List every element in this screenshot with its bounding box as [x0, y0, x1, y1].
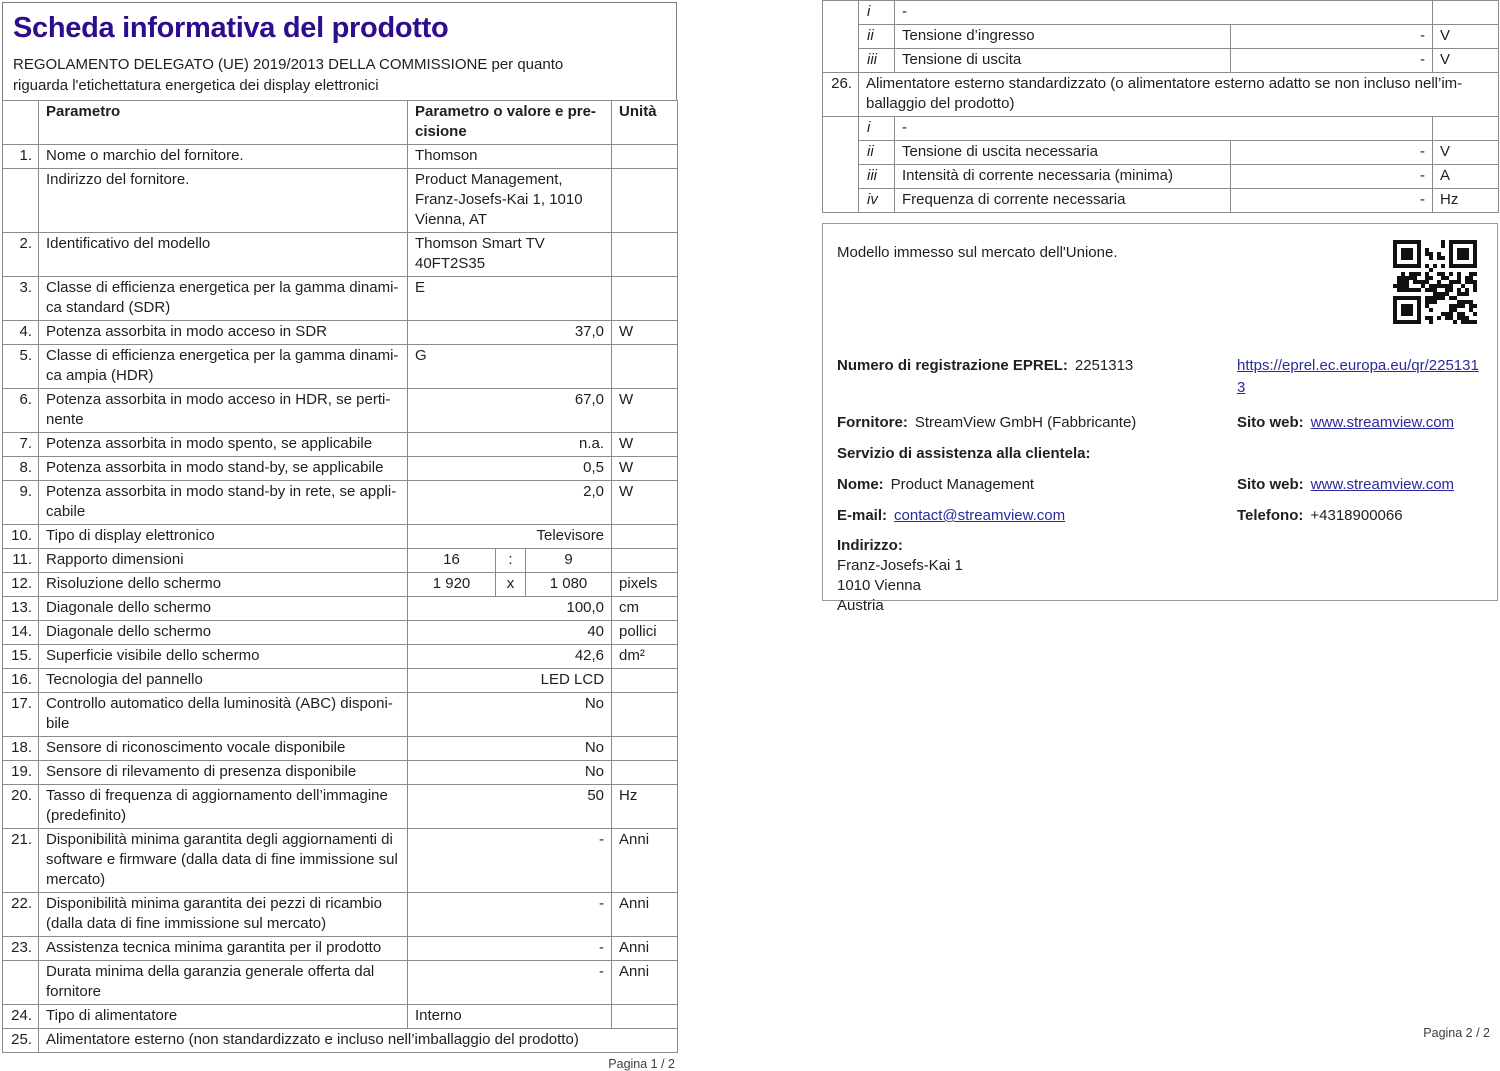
title-block	[3, 3, 676, 100]
value-cell: No	[408, 761, 612, 785]
parameter-cell: Controllo automatico della luminosità (ABC) disponibile	[39, 693, 408, 737]
unit-cell: W	[612, 457, 678, 481]
unit-cell	[612, 761, 678, 785]
indirizzo-label: Indirizzo:	[837, 537, 903, 554]
fornitore-row	[837, 412, 1483, 433]
table-row	[823, 73, 1499, 117]
row-number-cell: 6.	[3, 389, 39, 433]
value-cell: Thomson	[408, 145, 612, 169]
indirizzo-block	[837, 536, 1483, 616]
parameter-cell: Alimentatore esterno (non standardizzato e incluso nell’imballaggio del prodotto)	[39, 1029, 678, 1053]
nome-row	[837, 474, 1483, 495]
value-cell: G	[408, 345, 612, 389]
roman-numeral-cell: i	[859, 117, 895, 141]
unit-cell: V	[1433, 25, 1499, 49]
model-statement: Modello immesso sul mercato dell'Unione.	[837, 244, 1118, 261]
unit-cell: Anni	[612, 893, 678, 937]
unit-cell: W	[612, 481, 678, 525]
unit-cell: W	[612, 321, 678, 345]
table-row	[3, 937, 678, 961]
parameter-cell: Tensione d’ingresso	[895, 25, 1231, 49]
row-number-cell: 16.	[3, 669, 39, 693]
unit-cell	[612, 277, 678, 321]
unit-cell	[612, 169, 678, 233]
table-row	[3, 549, 678, 573]
row-number-cell: 18.	[3, 737, 39, 761]
product-parameters-body	[3, 145, 678, 1053]
value-cell: Product Management, Franz-Josefs-Kai 1, 1010 Vienna, AT	[408, 169, 612, 233]
table-row	[3, 1005, 678, 1029]
unit-cell: W	[612, 433, 678, 457]
parameter-cell: Potenza assorbita in modo stand-by in rete, se applicabile	[39, 481, 408, 525]
row-number-cell: 24.	[3, 1005, 39, 1029]
parameter-cell: Risoluzione dello schermo	[39, 573, 408, 597]
eprel-value: 2251313	[1074, 357, 1134, 374]
table-row	[3, 645, 678, 669]
page1-frame	[2, 2, 677, 100]
eprel-row	[837, 355, 1483, 399]
value-cell: -	[408, 829, 612, 893]
row-number-cell	[3, 169, 39, 233]
parameter-cell: Tipo di display elettronico	[39, 525, 408, 549]
parameter-cell: Disponibilità minima garantita degli aggiornamenti di software e firmware (dalla data di fine immissione sul mercato)	[39, 829, 408, 893]
unit-cell: Hz	[612, 785, 678, 829]
unit-cell	[612, 737, 678, 761]
table-row	[3, 597, 678, 621]
value-separator-cell: :	[496, 549, 526, 573]
table-row	[3, 389, 678, 433]
power-supply-table	[822, 0, 1499, 213]
unit-cell: W	[612, 389, 678, 433]
table-row	[823, 25, 1499, 49]
unit-cell	[612, 345, 678, 389]
parameter-cell: Tasso di frequenza di aggiornamento dell’immagine (predefinito)	[39, 785, 408, 829]
value-cell: -	[1231, 25, 1433, 49]
page-subtitle: REGOLAMENTO DELEGATO (UE) 2019/2013 DELLA COMMISSIONE per quanto riguarda l'etichettatura energetica dei display elettronici	[13, 56, 564, 94]
value-cell: Interno	[408, 1005, 612, 1029]
parameter-cell: Potenza assorbita in modo stand-by, se applicabile	[39, 457, 408, 481]
page-1	[2, 2, 677, 1071]
table-row	[3, 621, 678, 645]
fornitore-label: Fornitore:	[837, 414, 908, 431]
value-cell: 9	[526, 549, 612, 573]
servizio-label: Servizio di assistenza alla clientela:	[837, 445, 1091, 462]
table-row	[3, 321, 678, 345]
parameter-cell: Potenza assorbita in modo acceso in SDR	[39, 321, 408, 345]
row-number-cell: 13.	[3, 597, 39, 621]
table-row	[3, 785, 678, 829]
parameter-cell: Frequenza di corrente necessaria	[895, 189, 1231, 213]
sito-web-label: Sito web:	[1237, 476, 1304, 493]
page1-footer: Pagina 1 / 2	[608, 1057, 675, 1071]
table-row	[3, 233, 678, 277]
table-row	[3, 481, 678, 525]
unit-cell	[612, 693, 678, 737]
col-header-num	[3, 101, 39, 145]
parameter-cell: Diagonale dello schermo	[39, 621, 408, 645]
unit-cell: pixels	[612, 573, 678, 597]
parameter-cell: Indirizzo del fornitore.	[39, 169, 408, 233]
unit-cell	[612, 549, 678, 573]
table-row	[3, 893, 678, 937]
table-row	[3, 345, 678, 389]
table-row	[823, 1, 1499, 25]
row-number-cell: 8.	[3, 457, 39, 481]
unit-cell: Anni	[612, 829, 678, 893]
roman-numeral-cell: ii	[859, 25, 895, 49]
email-row	[837, 505, 1483, 526]
unit-cell	[612, 233, 678, 277]
value-cell: 2,0	[408, 481, 612, 525]
value-cell: -	[408, 937, 612, 961]
page2-footer: Pagina 2 / 2	[1423, 1026, 1490, 1040]
value-cell: 37,0	[408, 321, 612, 345]
col-header-unita: Unità	[612, 101, 678, 145]
unit-cell	[612, 1005, 678, 1029]
value-cell: -	[408, 961, 612, 1005]
parameter-cell: Tensione di uscita	[895, 49, 1231, 73]
row-number-cell: 9.	[3, 481, 39, 525]
table-row	[3, 169, 678, 233]
parameter-cell: Identificativo del modello	[39, 233, 408, 277]
value-cell: 16	[408, 549, 496, 573]
parameter-cell: Tensione di uscita necessaria	[895, 141, 1231, 165]
servizio-row	[837, 443, 1483, 464]
page-2	[822, 0, 1498, 1048]
col-header-parametro: Parametro	[39, 101, 408, 145]
value-cell: LED LCD	[408, 669, 612, 693]
col-header-valore: Parametro o valore e precisione	[408, 101, 612, 145]
parameter-cell: Alimentatore esterno standardizzato (o alimentatore esterno adatto se non incluso nell’imballaggio del prodotto)	[859, 73, 1499, 117]
row-number-cell	[3, 961, 39, 1005]
value-cell: -	[408, 893, 612, 937]
value-separator-cell: x	[496, 573, 526, 597]
row-number-cell: 10.	[3, 525, 39, 549]
table-row	[823, 49, 1499, 73]
row-number-cell: 14.	[3, 621, 39, 645]
unit-cell	[1433, 117, 1499, 141]
table-row	[3, 145, 678, 169]
table-row	[823, 165, 1499, 189]
page-title: Scheda informativa del prodotto	[13, 12, 449, 44]
value-cell: 0,5	[408, 457, 612, 481]
fornitore-value: StreamView GmbH (Fabbricante)	[914, 414, 1137, 431]
sito-web-link[interactable]: www.streamview.com	[1310, 476, 1455, 493]
parameter-cell: Nome o marchio del fornitore.	[39, 145, 408, 169]
unit-cell	[612, 525, 678, 549]
value-cell: No	[408, 693, 612, 737]
table-header-row	[3, 101, 678, 145]
table-row	[3, 277, 678, 321]
roman-numeral-cell: iv	[859, 189, 895, 213]
row-number-cell	[823, 1, 859, 73]
parameter-cell: -	[895, 117, 1433, 141]
roman-numeral-cell: iii	[859, 49, 895, 73]
email-link[interactable]: contact@streamview.com	[894, 507, 1066, 524]
indirizzo-line: Austria	[837, 597, 884, 614]
row-number-cell	[823, 117, 859, 213]
parameter-cell: Classe di efficienza energetica per la gamma dinamica ampia (HDR)	[39, 345, 408, 389]
unit-cell: A	[1433, 165, 1499, 189]
email-label: E-mail:	[837, 507, 888, 524]
table-row	[3, 761, 678, 785]
roman-numeral-cell: ii	[859, 141, 895, 165]
sito-web-link[interactable]: www.streamview.com	[1310, 414, 1455, 431]
roman-numeral-cell: iii	[859, 165, 895, 189]
row-number-cell: 5.	[3, 345, 39, 389]
parameter-cell: Intensità di corrente necessaria (minima)	[895, 165, 1231, 189]
row-number-cell: 3.	[3, 277, 39, 321]
eprel-link[interactable]: https://eprel.ec.europa.eu/qr/2251313	[1237, 357, 1479, 396]
row-number-cell: 19.	[3, 761, 39, 785]
qr-code	[1391, 238, 1479, 326]
parameter-cell: Potenza assorbita in modo spento, se applicabile	[39, 433, 408, 457]
table-row	[823, 117, 1499, 141]
value-cell: -	[1231, 141, 1433, 165]
product-parameters-table	[2, 100, 678, 1053]
value-cell: -	[1231, 189, 1433, 213]
table-row	[3, 737, 678, 761]
nome-label: Nome:	[837, 476, 884, 493]
table-row	[3, 693, 678, 737]
eprel-label: Numero di registrazione EPREL:	[837, 357, 1068, 374]
telefono-value: +4318900066	[1310, 507, 1403, 524]
unit-cell: Anni	[612, 937, 678, 961]
unit-cell: pollici	[612, 621, 678, 645]
parameter-cell: Tipo di alimentatore	[39, 1005, 408, 1029]
table-row	[3, 525, 678, 549]
unit-cell: V	[1433, 49, 1499, 73]
table-row	[823, 189, 1499, 213]
table-row	[3, 433, 678, 457]
table-row	[3, 961, 678, 1005]
unit-cell: dm²	[612, 645, 678, 669]
parameter-cell: Superficie visibile dello schermo	[39, 645, 408, 669]
row-number-cell: 7.	[3, 433, 39, 457]
table-row	[3, 573, 678, 597]
row-number-cell: 21.	[3, 829, 39, 893]
unit-cell: V	[1433, 141, 1499, 165]
parameter-cell: Durata minima della garanzia generale offerta dal fornitore	[39, 961, 408, 1005]
parameter-cell: -	[895, 1, 1433, 25]
value-cell: 1 080	[526, 573, 612, 597]
parameter-cell: Assistenza tecnica minima garantita per il prodotto	[39, 937, 408, 961]
row-number-cell: 2.	[3, 233, 39, 277]
info-box	[822, 223, 1498, 614]
parameter-cell: Sensore di rilevamento di presenza disponibile	[39, 761, 408, 785]
indirizzo-line: 1010 Vienna	[837, 577, 921, 594]
row-number-cell: 15.	[3, 645, 39, 669]
parameter-cell: Diagonale dello schermo	[39, 597, 408, 621]
table-row	[3, 829, 678, 893]
value-cell: Thomson Smart TV 40FT2S35	[408, 233, 612, 277]
table-row	[3, 457, 678, 481]
value-cell: 50	[408, 785, 612, 829]
roman-numeral-cell: i	[859, 1, 895, 25]
value-cell: E	[408, 277, 612, 321]
row-number-cell: 12.	[3, 573, 39, 597]
power-supply-body	[823, 1, 1499, 213]
row-number-cell: 25.	[3, 1029, 39, 1053]
value-cell: 42,6	[408, 645, 612, 669]
value-cell: -	[1231, 165, 1433, 189]
table-row	[823, 141, 1499, 165]
parameter-cell: Tecnologia del pannello	[39, 669, 408, 693]
unit-cell: Anni	[612, 961, 678, 1005]
parameter-cell: Rapporto dimensioni	[39, 549, 408, 573]
row-number-cell: 11.	[3, 549, 39, 573]
parameter-cell: Classe di efficienza energetica per la gamma dinamica standard (SDR)	[39, 277, 408, 321]
unit-cell	[612, 145, 678, 169]
sito-web-label: Sito web:	[1237, 414, 1304, 431]
unit-cell: cm	[612, 597, 678, 621]
parameter-cell: Potenza assorbita in modo acceso in HDR, se pertinente	[39, 389, 408, 433]
value-cell: n.a.	[408, 433, 612, 457]
row-number-cell: 17.	[3, 693, 39, 737]
table-row	[3, 669, 678, 693]
value-cell: 67,0	[408, 389, 612, 433]
row-number-cell: 26.	[823, 73, 859, 117]
value-cell: 40	[408, 621, 612, 645]
value-cell: No	[408, 737, 612, 761]
parameter-cell: Sensore di riconoscimento vocale disponibile	[39, 737, 408, 761]
row-number-cell: 23.	[3, 937, 39, 961]
value-cell: 1 920	[408, 573, 496, 597]
telefono-label: Telefono:	[1237, 507, 1304, 524]
value-cell: -	[1231, 49, 1433, 73]
indirizzo-line: Franz-Josefs-Kai 1	[837, 557, 963, 574]
row-number-cell: 4.	[3, 321, 39, 345]
row-number-cell: 20.	[3, 785, 39, 829]
parameter-cell: Disponibilità minima garantita dei pezzi di ricambio (dalla data di fine immissione sul mercato)	[39, 893, 408, 937]
row-number-cell: 1.	[3, 145, 39, 169]
unit-cell: Hz	[1433, 189, 1499, 213]
value-cell: 100,0	[408, 597, 612, 621]
nome-value: Product Management	[890, 476, 1035, 493]
row-number-cell: 22.	[3, 893, 39, 937]
unit-cell	[1433, 1, 1499, 25]
table-row	[3, 1029, 678, 1053]
unit-cell	[612, 669, 678, 693]
value-cell: Televisore	[408, 525, 612, 549]
